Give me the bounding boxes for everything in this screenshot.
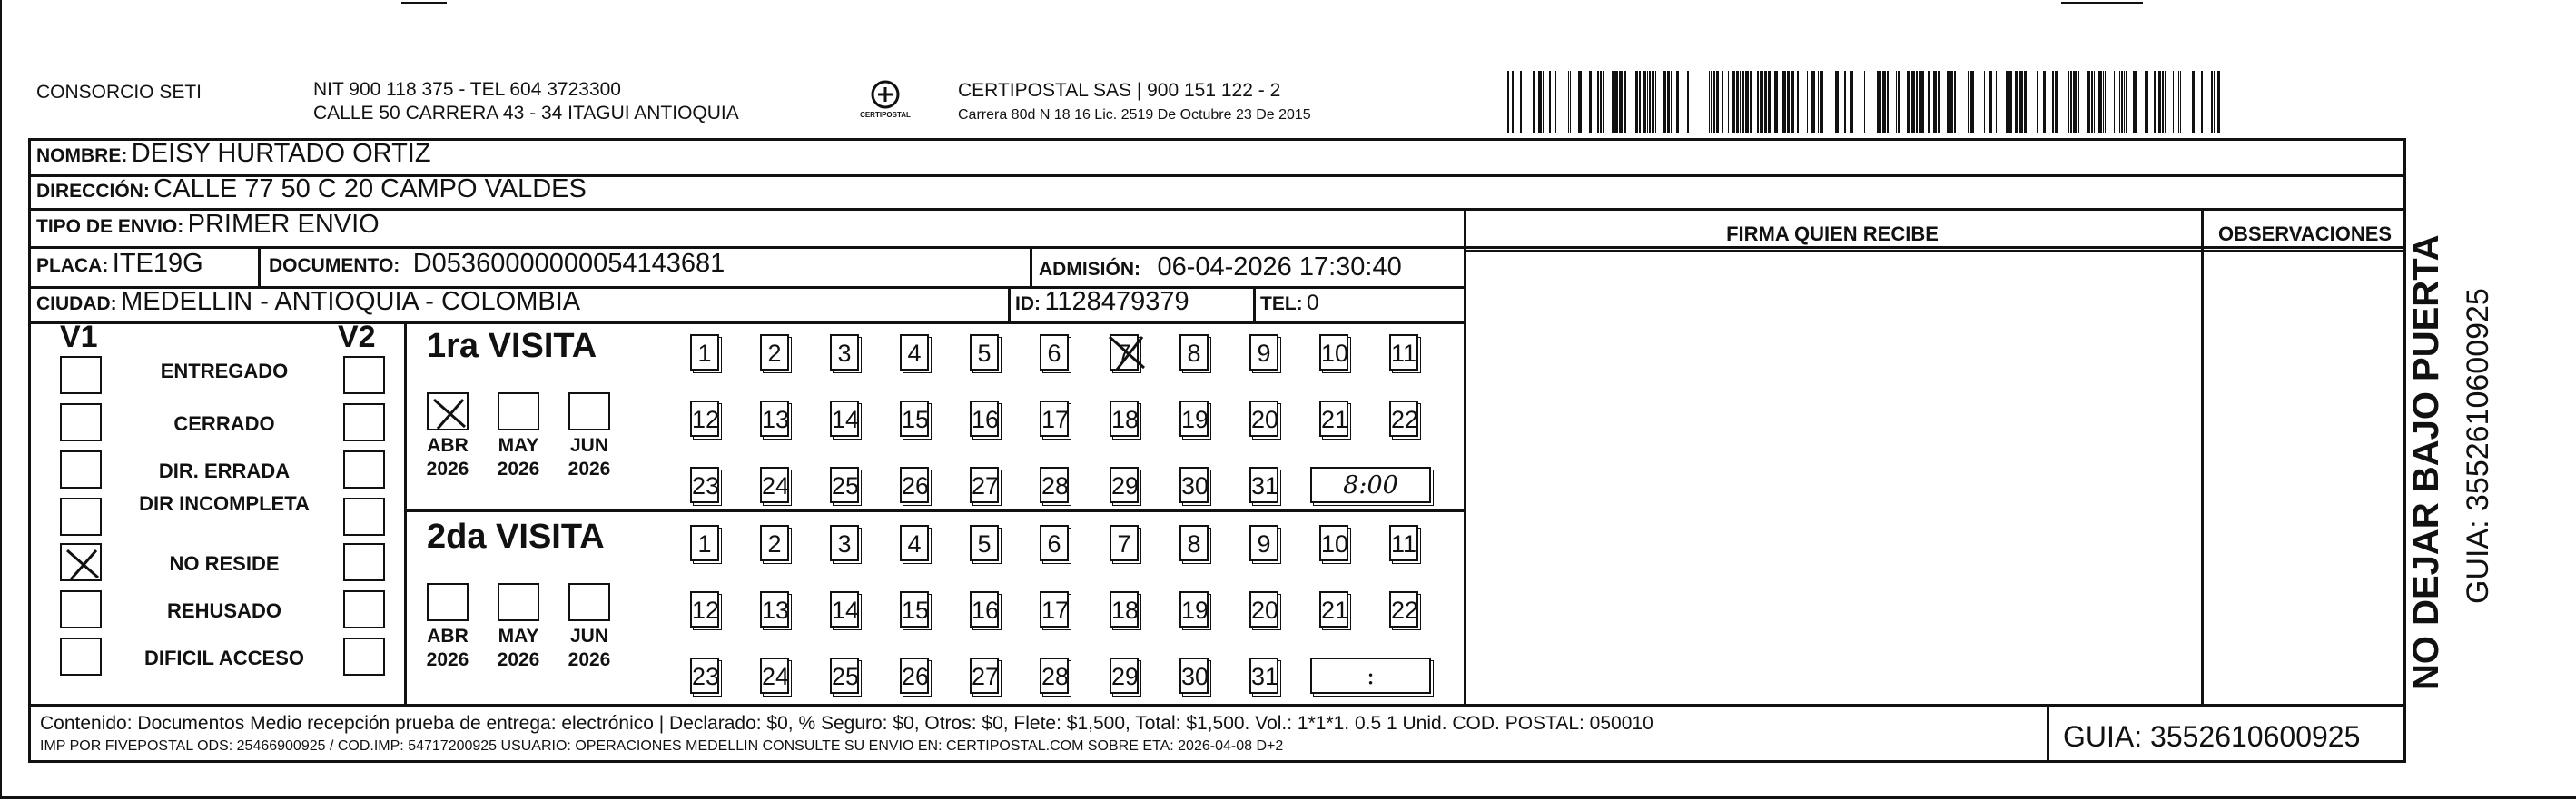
observations-col-left [2201,208,2204,706]
day-box[interactable]: 8 [1179,525,1209,561]
status-label: NO RESIDE [169,552,280,575]
month-checkbox[interactable] [427,583,469,621]
barcode [1507,71,2225,133]
v2-checkbox[interactable] [343,356,385,394]
x-mark-icon [1106,329,1148,376]
send-type-value: PRIMER ENVIO [187,210,380,239]
month-label: ABR [427,626,469,647]
v1-checkbox[interactable] [60,638,102,676]
tel-cell [1260,291,1318,316]
visit2-title: 2da VISITA [427,518,605,556]
nit-line: NIT 900 118 375 - TEL 604 3723300 [313,79,621,100]
footer-guia-col-left [2047,704,2049,763]
v1-checkbox[interactable] [60,450,102,489]
address-label: DIRECCIÓN: [36,181,150,202]
day-box[interactable]: 23 [690,658,719,694]
day-box[interactable]: 2 [760,334,789,371]
v2-checkbox[interactable] [343,450,385,489]
day-box[interactable]: 9 [1249,525,1278,561]
day-box[interactable]: 14 [830,591,859,628]
v1-checkbox[interactable] [60,590,102,628]
day-box[interactable]: 24 [760,467,789,503]
day-box[interactable]: 6 [1040,334,1069,371]
day-box[interactable]: 16 [970,591,999,628]
month-label: MAY [498,435,539,456]
side-guia: GUIA: 3552610600925 [2461,288,2495,604]
address-row [36,174,587,204]
side-warning: NO DEJAR BAJO PUERTA [2406,234,2446,690]
v2-checkbox[interactable] [343,638,385,676]
company-name: CONSORCIO SETI [36,82,202,103]
v2-checkbox[interactable] [343,403,385,441]
visit1-title: 1ra VISITA [427,327,597,365]
v1-checkbox[interactable] [60,356,102,394]
month-checkbox[interactable] [498,392,539,430]
day-box[interactable]: 22 [1389,400,1418,437]
plate-col-right [258,246,261,286]
send-type-label: TIPO DE ENVIO: [36,216,184,237]
v1-checkbox[interactable] [60,403,102,441]
day-box[interactable]: 19 [1179,400,1209,437]
day-box[interactable]: 3 [830,525,859,561]
status-label: DIR INCOMPLETA [139,492,310,515]
carrier-address: Carrera 80d N 18 16 Lic. 2519 De Octubre 23 De 2015 [958,107,1311,123]
footer-imp-line: IMP POR FIVEPOSTAL ODS: 25466900925 / COD.IMP: 54717200925 USUARIO: OPERACIONES MEDELLIN CONSULTE SU ENVIO EN: CERTIPOSTAL.COM SOBRE ETA: 2026-04-08 D+2 [40,738,1284,754]
plate-label: PLACA: [36,255,109,276]
year-label: 2026 [497,649,540,670]
day-box[interactable]: 29 [1110,658,1139,694]
day-box[interactable]: 14 [830,400,859,437]
day-box[interactable]: 17 [1040,591,1069,628]
recipient-address: CALLE 77 50 C 20 CAMPO VALDES [153,174,587,203]
day-box[interactable]: 8 [1179,334,1209,371]
v2-label: V2 [338,320,376,354]
day-box[interactable]: 4 [900,334,929,371]
day-box[interactable]: 26 [900,658,929,694]
status-label: DIFICIL ACCESO [143,647,304,669]
day-box[interactable]: 19 [1179,591,1209,628]
status-label: REHUSADO [167,599,281,622]
city-label: CIUDAD: [36,293,117,314]
id-value: 1128479379 [1044,287,1189,316]
month-checkbox[interactable] [427,392,469,430]
tel-label: TEL: [1260,293,1303,314]
day-box[interactable]: 13 [760,591,789,628]
day-box[interactable]: 18 [1110,591,1139,628]
time-box[interactable]: : [1310,658,1431,694]
month-label: MAY [498,626,539,647]
day-box[interactable]: 25 [830,658,859,694]
document-label: DOCUMENTO: [269,255,400,276]
document-value: D05360000000054143681 [412,249,725,278]
plate-cell [36,249,203,279]
tel-col-left [1253,286,1256,321]
day-box[interactable]: 27 [970,658,999,694]
day-box[interactable]: 27 [970,467,999,503]
day-box[interactable]: 9 [1249,334,1278,371]
day-box[interactable]: 15 [900,400,929,437]
status-label: CERRADO [173,412,275,435]
day-box[interactable]: 16 [970,400,999,437]
day-box[interactable]: 13 [760,400,789,437]
day-box[interactable]: 21 [1319,591,1348,628]
day-box[interactable]: 5 [970,334,999,371]
year-label: 2026 [568,649,611,670]
day-box[interactable]: 17 [1040,400,1069,437]
carrier-line: CERTIPOSTAL SAS | 900 151 122 - 2 [958,80,1281,101]
day-box[interactable]: 10 [1319,334,1348,371]
day-box[interactable]: 21 [1319,400,1348,437]
footer-guia: GUIA: 3552610600925 [2063,720,2361,753]
v1-label: V1 [60,320,98,354]
city-value: MEDELLIN - ANTIOQUIA - COLOMBIA [121,287,581,316]
day-box[interactable]: 25 [830,467,859,503]
x-mark-icon [429,394,470,432]
name-label: NOMBRE: [36,145,128,166]
day-box[interactable]: 11 [1389,525,1418,561]
plate-value: ITE19G [112,249,203,278]
footer-divider [28,704,2406,707]
day-box[interactable]: 6 [1040,525,1069,561]
day-box[interactable]: 1 [690,525,719,561]
left-edge [0,0,2,799]
day-box[interactable]: 23 [690,467,719,503]
day-box[interactable]: 10 [1319,525,1348,561]
top-mark-left [401,2,447,4]
day-box[interactable]: 3 [830,334,859,371]
v2-checkbox[interactable] [343,543,385,581]
day-box[interactable]: 2 [760,525,789,561]
row-divider-5 [28,321,1465,324]
name-row [36,139,431,169]
day-box[interactable]: 7 [1110,334,1139,371]
day-box[interactable]: 12 [690,400,719,437]
top-mark-right [2061,2,2143,4]
day-box[interactable]: 12 [690,591,719,628]
year-label: 2026 [426,649,469,670]
day-box[interactable]: 20 [1249,591,1278,628]
day-box[interactable]: 31 [1249,658,1278,694]
observations-header: OBSERVACIONES [2217,222,2393,245]
day-box[interactable]: 30 [1179,467,1209,503]
footer-content-line: Contenido: Documentos Medio recepción prueba de entrega: electrónico | Declarado: $0, % Seguro: $0, Otros: $0, Flete: $1,500, Total: $1,500. Vol.: 1*1*1. 0.5 1 Unid. COD. POSTAL: 050010 [40,713,1653,734]
row-divider-visits [404,509,1465,512]
certipostal-logo [858,78,913,124]
status-label: ENTREGADO [160,360,289,382]
day-box[interactable]: 24 [760,658,789,694]
recipient-name: DEISY HURTADO ORTIZ [131,139,431,168]
company-address: CALLE 50 CARRERA 43 - 34 ITAGUI ANTIOQUIA [313,103,739,124]
admission-col-left [1030,246,1032,286]
v2-checkbox[interactable] [343,498,385,536]
x-mark-icon [62,545,104,583]
admission-cell [1039,252,1402,282]
v1-checkbox[interactable] [60,543,102,581]
year-label: 2026 [426,459,469,480]
bottom-edge [0,796,2576,799]
day-box[interactable]: 4 [900,525,929,561]
logo-text: CERTIPOSTAL [860,111,911,119]
day-box[interactable]: 30 [1179,658,1209,694]
day-box[interactable]: 28 [1040,658,1069,694]
status-col-right [404,321,407,706]
row-divider-2 [28,208,2406,211]
admission-label: ADMISIÓN: [1039,259,1140,280]
v1-checkbox[interactable] [60,498,102,536]
day-box[interactable]: 26 [900,467,929,503]
month-label: JUN [569,626,608,647]
send-type-row [36,210,380,240]
day-box[interactable]: 29 [1110,467,1139,503]
day-box[interactable]: 5 [970,525,999,561]
year-label: 2026 [568,459,611,480]
day-box[interactable]: 7 [1110,525,1139,561]
status-label: DIR. ERRADA [158,460,291,482]
city-cell [36,287,580,317]
day-box[interactable]: 28 [1040,467,1069,503]
document-cell [269,249,725,279]
month-checkbox[interactable] [498,583,539,621]
id-cell [1015,287,1189,317]
day-box[interactable]: 18 [1110,400,1139,437]
year-label: 2026 [497,459,540,480]
admission-value: 06-04-2026 17:30:40 [1157,252,1402,282]
id-label: ID: [1015,293,1041,314]
month-label: JUN [569,435,608,456]
month-checkbox[interactable] [568,583,610,621]
month-checkbox[interactable] [568,392,610,430]
tel-value: 0 [1307,291,1319,315]
day-box[interactable]: 22 [1389,591,1418,628]
day-box[interactable]: 11 [1389,334,1418,371]
column-header-underline [1464,250,2406,252]
v2-checkbox[interactable] [343,590,385,628]
day-box[interactable]: 15 [900,591,929,628]
day-box[interactable]: 1 [690,334,719,371]
day-box[interactable]: 31 [1249,467,1278,503]
signature-header: FIRMA QUIEN RECIBE [1726,222,1939,245]
month-label: ABR [427,435,469,456]
day-box[interactable]: 20 [1249,400,1278,437]
time-box[interactable]: 8:00 [1310,467,1431,503]
id-col-left [1008,286,1011,321]
signature-col-left [1464,208,1466,706]
